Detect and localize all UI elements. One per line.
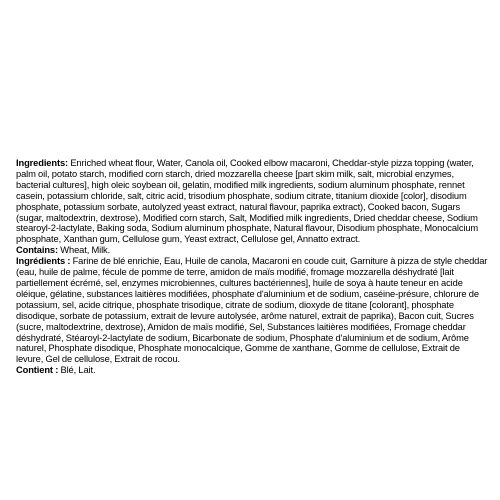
ingredients-french-heading: Ingrédients : xyxy=(16,256,71,267)
ingredients-english-text: Enriched wheat flour, Water, Canola oil, Cooked elbow macaroni, Cheddar-style pizza topping (water, palm oil, potato starch, modified corn starch, dried mozzarella cheese [part skim milk, salt, microbial enzymes, bacterial cultures], high oleic soybean oil, gelatin, modified milk ingredients, sodium aluminum phosphate, rennet casein, potassium chloride, salt, citric acid, trisodium phosphate, sodium citrate, titanium dioxide [color], disodium phosphate, potassium sorbate, autolyzed yeast extract, natural flavour, paprika extract), Cooked bacon, Sugars (sugar, maltodextrin, dextrose), Modified corn starch, Salt, Modified milk ingredients, Dried cheddar cheese, Sodium stearoyl-2-lactylate, Baking soda, Sodium aluminum phosphate, Natural flavour, Disodium phosphate, Monocalcium phosphate, Xanthan gum, Cellulose gum, Yeast extract, Cellulose gel, Annatto extract. xyxy=(16,158,479,245)
contains-english-paragraph xyxy=(16,245,488,256)
contains-english-text: Wheat, Milk. xyxy=(60,245,111,256)
contains-french-paragraph xyxy=(16,365,488,376)
contains-french-text: Blé, Lait. xyxy=(60,365,96,376)
ingredient-label xyxy=(16,158,488,376)
ingredients-french-paragraph xyxy=(16,256,488,365)
contains-french-heading: Contient : xyxy=(16,365,59,376)
ingredients-english-heading: Ingredients: xyxy=(16,158,69,168)
contains-english-heading: Contains: xyxy=(16,245,59,256)
ingredients-french-text: Farine de blé enrichie, Eau, Huile de canola, Macaroni en coude cuit, Garniture à pizza de style cheddar (eau, huile de palme, fécule de pomme de terre, amidon de maïs modifié, fromage mozzarella déshydraté [lait partiellement écrémé, sel, enzymes microbiennes, cultures bactériennes], huile de soya à haute teneur en acide oléique, gélatine, substances laitières modifiées, phosphate d'aluminium et de sodium, caséine-présure, chlorure de potassium, sel, acide citrique, phosphate trisodique, citrate de sodium, dioxyde de titane [colorant], phosphate disodique, sorbate de potassium, extrait de levure autolysée, arôme naturel, extrait de paprika), Bacon cuit, Sucres (sucre, maltodextrine, dextrose), Amidon de maïs modifié, Sel, Substances laitières modifiées, Fromage cheddar déshydraté, Stéaroyl-2-lactylate de sodium, Bicarbonate de sodium, Phosphate d'aluminium et de sodium, Arôme naturel, Phosphate disodique, Phosphate monocalcique, Gomme de xanthane, Gomme de cellulose, Extrait de levure, Gel de cellulose, Extrait de rocou. xyxy=(16,256,488,365)
ingredients-english-paragraph xyxy=(16,158,488,245)
